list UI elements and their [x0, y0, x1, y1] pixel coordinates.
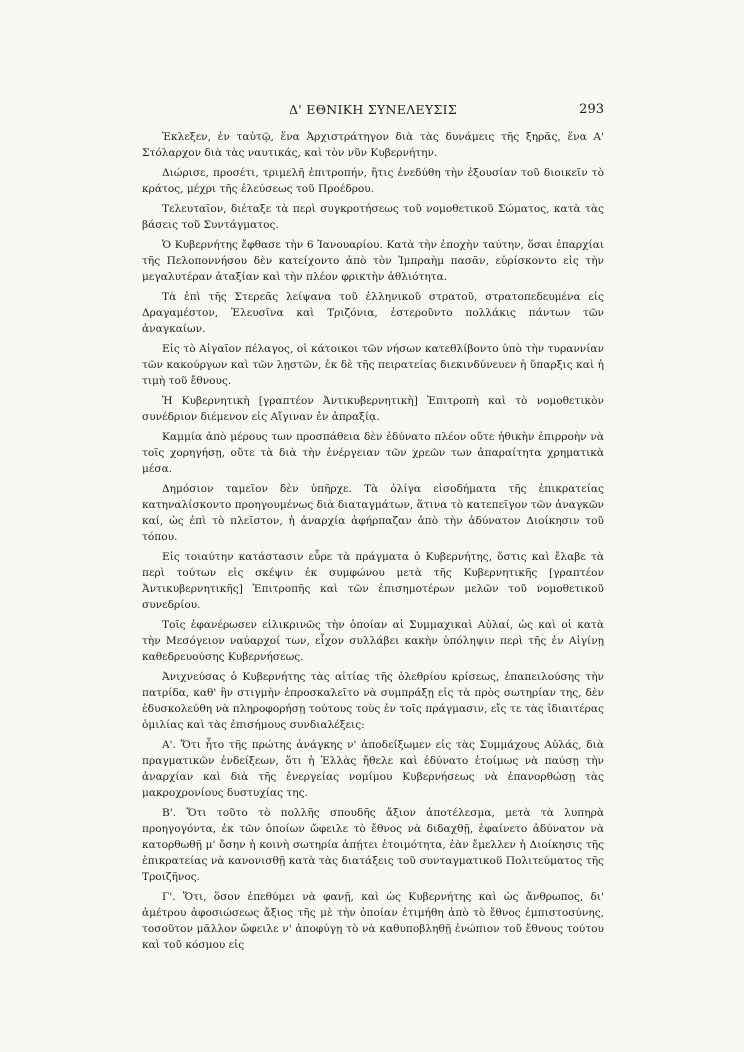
- list-item: Α'. Ὅτι ἦτο τῆς πρώτης ἀνάγκης ν' ἀποδείξωμεν εἰς τὰς Συμμάχους Αὐλάς, διὰ πραγματικῶν ἐνδείξεων, ὅτι ἡ Ἑλλὰς ἤθελε καὶ ἐδύνατο ἑτοίμως νὰ παύσῃ τὴν ἀναρχίαν καὶ διὰ τῆς ἐνεργείας νομίμου Κυβερνήσεως νὰ ἐπανορθώσῃ τὰς μακροχρονίους δυστυχίας της.: [142, 739, 604, 799]
- paragraph: Ἡ Κυβερνητικὴ [γραπτέον Ἀντικυβερνητικὴ] Ἐπιτροπὴ καὶ τὸ νομοθετικὸν συνέδριον διέμενον εἰς Αἴγιναν ἐν ἀπραξίᾳ.: [142, 395, 604, 423]
- paragraph: Ἐκλεξεν, ἐν ταὐτῷ, ἕνα Ἀρχιστράτηγον διὰ τὰς δυνάμεις τῆς ξηρᾶς, ἕνα Α' Στόλαρχον διὰ τὰς ναυτικάς, καὶ τὸν νῦν Κυβερνήτην.: [142, 131, 604, 159]
- page-header: [142, 102, 604, 122]
- paragraph: Εἰς τὸ Αἰγαῖον πέλαγος, οἱ κάτοικοι τῶν νήσων κατεθλίβοντο ὑπὸ τὴν τυραννίαν τῶν κακούργων καὶ τῶν λῃστῶν, ἐκ δὲ τῆς πειρατείας διεκινδύνευεν ἡ ὕπαρξις καὶ ἡ τιμὴ τοῦ ἔθνους.: [142, 343, 604, 387]
- list-item: Γ'. Ὅτι, ὅσον ἐπεθύμει νὰ φανῇ, καὶ ὡς Κυβερνήτης καὶ ὡς ἄνθρωπος, δι' ἀμέτρου ἀφοσιώσεως ἄξιος τῆς μὲ τὴν ὁποίαν ἐτιμήθη ἀπὸ τὸ ἔθνος ἐμπιστοσύνης, τοσοῦτον μᾶλλον ὤφειλε ν' ἀποφύγῃ τὸ νὰ καθυποβληθῇ ἐνώπιον τοῦ ἔθνους τούτου καὶ τοῦ κόσμου εἰς: [142, 891, 604, 951]
- paragraph: Εἰς τοιαύτην κατάστασιν εὗρε τὰ πράγματα ὁ Κυβερνήτης, ὅστις καὶ ἔλαβε τὰ περὶ τούτων εἰς σκέψιν ἐκ συμφώνου μετὰ τῆς Κυβερνητικῆς [γραπτέον Ἀντικυβερνητικῆς] Ἐπιτροπῆς καὶ τῶν ἐπισημοτέρων μελῶν τοῦ νομοθετικοῦ συνεδρίου.: [142, 551, 604, 611]
- paragraph: Δημόσιον ταμεῖον δὲν ὑπῆρχε. Τὰ ὀλίγα εἰσοδήματα τῆς ἐπικρατείας κατηναλίσκοντο προηγουμένως διὰ διαταγμάτων, ἅτινα τὸ κατεπεῖγον τῶν ἀναγκῶν καί, ὡς ἐπὶ τὸ πλεῖστον, ἡ ἀναρχία ἀφήρπαζαν ἀπὸ τὴν ἀδύνατον Διοίκησιν τοῦ τόπου.: [142, 483, 604, 543]
- list-item: Β'. Ὅτι τοῦτο τὸ πολλῆς σπουδῆς ἄξιον ἀποτέλεσμα, μετὰ τὰ λυπηρὰ προηγογόντα, ἐκ τῶν ὁποίων ὤφειλε τὸ ἔθνος νὰ διδαχθῇ, ἐφαίνετο ἀδύνατον νὰ κατορθωθῇ μ' ὅσην ἡ κοινὴ σωτηρία ἀπῄτει ἑτοιμότητα, ἐὰν ἔμελλεν ἡ Διοίκησις τῆς ἐπικρατείας νὰ κανονισθῇ κατὰ τὰς διατάξεις τοῦ συνταγματικοῦ Πολιτεύματος τῆς Τροιζῆνος.: [142, 807, 604, 883]
- paragraph: Τοῖς ἐφανέρωσεν εἰλικρινῶς τὴν ὁποίαν αἱ Συμμαχικαὶ Αὐλαί, ὡς καὶ οἱ κατὰ τὴν Μεσόγειον ναύαρχοί των, εἶχον συλλάβει κακὴν ὑπόληψιν περὶ τῆς ἐν Αἰγίνῃ καθεδρευούσης Κυβερνήσεως.: [142, 619, 604, 663]
- paragraph: Διώρισε, προσέτι, τριμελῆ ἐπιτροπήν, ἥτις ἐνεδύθη τὴν ἐξουσίαν τοῦ διοικεῖν τὸ κράτος, μέχρι τῆς ἐλεύσεως τοῦ Προέδρου.: [142, 167, 604, 195]
- paragraph: Καμμία ἀπὸ μέρους των προσπάθεια δὲν ἐδύνατο πλέον οὔτε ἠθικὴν ἐπιρροὴν νὰ τοῖς χορηγήσῃ, οὔτε τὰ διὰ τὴν ἐνέργειαν τῶν χρεῶν των ἀπαραίτητα χρηματικὰ μέσα.: [142, 431, 604, 475]
- paragraph: Ὁ Κυβερνήτης ἔφθασε τὴν 6 Ἰανουαρίου. Κατὰ τὴν ἐποχὴν ταύτην, ὅσαι ἐπαρχίαι τῆς Πελοποννήσου δὲν κατείχοντο ἀπὸ τὸν Ἰμπραὴμ πασᾶν, εὑρίσκοντο εἰς τὴν μεγαλυτέραν ἀταξίαν καὶ τὴν πλέον φρικτὴν ἀθλιότητα.: [142, 239, 604, 283]
- paragraph: Ἀνιχνεύσας ὁ Κυβερνήτης τὰς αἰτίας τῆς ὀλεθρίου κρίσεως, ἐπαπειλούσης τὴν πατρίδα, καθ' ἣν στιγμὴν ἐπροσκαλεῖτο νὰ συμπράξῃ εἰς τὰ πρὸς σωτηρίαν της, δὲν ἐδυσκολεύθη νὰ πληροφορήσῃ τούτους τοὺς ἐν τοῖς πράγμασιν, εἴς τε τὰς ἰδιαιτέρας ὁμιλίας καὶ τὰς ἐπισήμους συνδιαλέξεις:: [142, 671, 604, 731]
- paragraph: Τὰ ἐπὶ τῆς Στερεᾶς λείψανα τοῦ ἑλληνικοῦ στρατοῦ, στρατοπεδευμένα εἰς Δραγαμέστον, Ἐλευσῖνα καὶ Τριζόνια, ἐστεροῦντο πολλάκις πάντων τῶν ἀναγκαίων.: [142, 291, 604, 335]
- paragraph: Τελευταῖον, διέταξε τὰ περὶ συγκροτήσεως τοῦ νομοθετικοῦ Σώματος, κατὰ τὰς βάσεις τοῦ Συντάγματος.: [142, 203, 604, 231]
- running-title: Δ' ΕΘΝΙΚΗ ΣΥΝΕΛΕΥΣΙΣ: [288, 102, 458, 117]
- body-text: [142, 129, 604, 957]
- page-number: 293: [579, 102, 604, 117]
